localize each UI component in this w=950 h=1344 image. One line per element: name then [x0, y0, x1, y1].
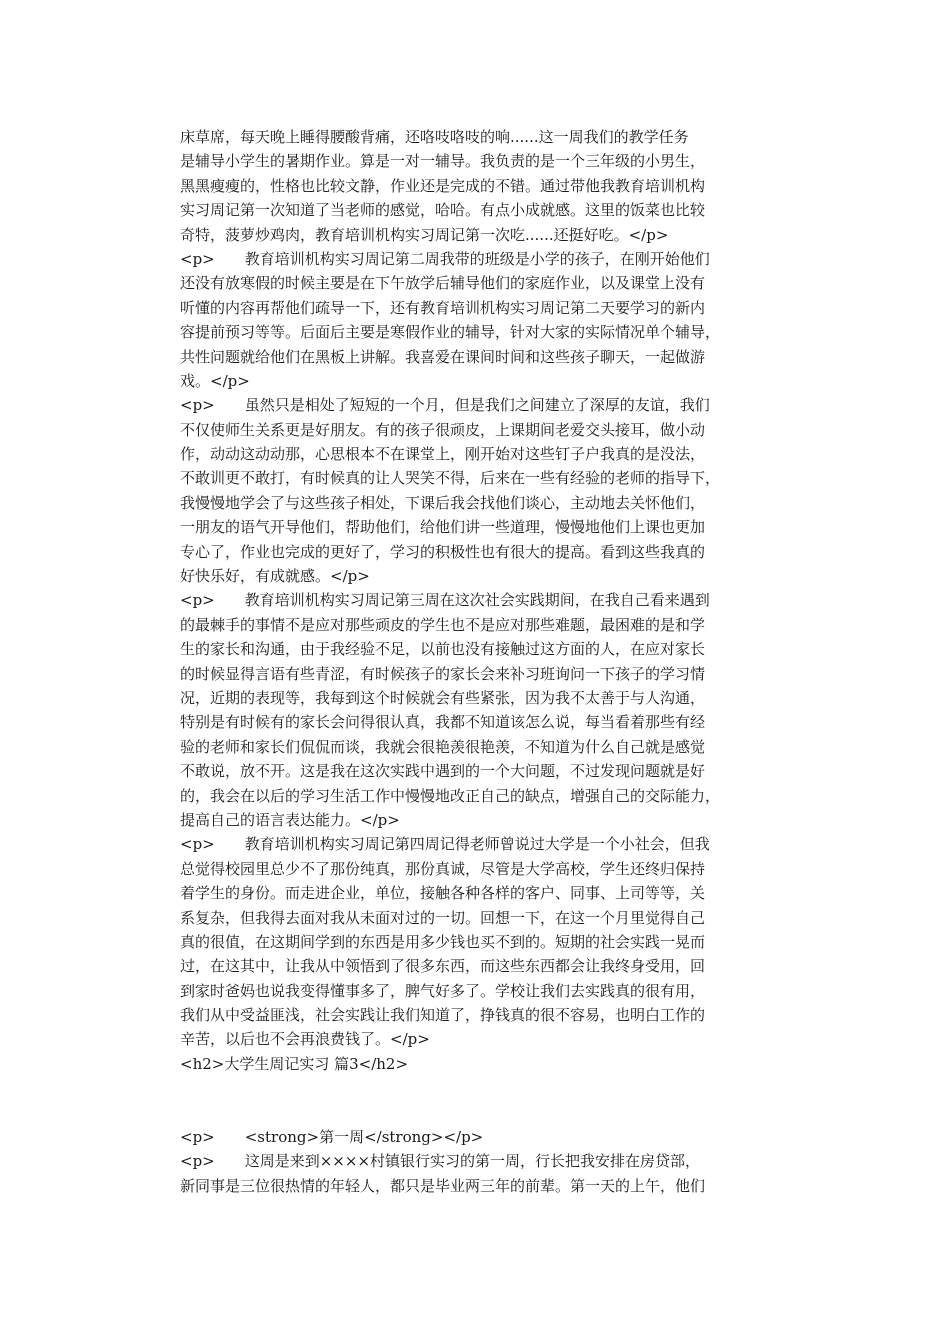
- text-line: <h2>大学生周记实习 篇3</h2>: [180, 1054, 409, 1073]
- text-line: 一朋友的语气开导他们，帮助他们，给他们讲一些道理，慢慢地他们上课也更加: [180, 518, 706, 537]
- text-line: 共性问题就给他们在黑板上讲解。我喜爱在课间时间和这些孩子聊天，一起做游: [180, 347, 706, 366]
- text-line: 床草席，每天晚上睡得腰酸背痛，还咯吱咯吱的响......这一周我们的教学任务: [180, 128, 689, 146]
- text-line: 戏。</p>: [180, 371, 250, 390]
- text-line: <p> 教育培训机构实习周记第四周记得老师曾说过大学是一个小社会，但我: [180, 835, 710, 854]
- text-line: 的时候显得言语有些青涩，有时候孩子的家长会来补习班询问一下孩子的学习情: [180, 664, 706, 683]
- text-line: 黑黑瘦瘦的，性格也比较文静，作业还是完成的不错。通过带他我教育培训机构: [180, 176, 706, 195]
- text-line: 还没有放寒假的时候主要是在下午放学后辅导他们的家庭作业，以及课堂上没有: [180, 274, 706, 293]
- text-line: 提高自己的语言表达能力。</p>: [180, 810, 400, 829]
- text-line: <p> <strong>第一周</strong></p>: [180, 1128, 484, 1147]
- text-line: 的最棘手的事情不是应对那些顽皮的学生也不是应对那些难题，最困难的是和学: [180, 615, 706, 634]
- text-line: 真的很值，在这期间学到的东西是用多少钱也买不到的。短期的社会实践一晃而: [180, 932, 706, 951]
- text-line: <p> 虽然只是相处了短短的一个月，但是我们之间建立了深厚的友谊，我们: [180, 396, 710, 415]
- text-line: 验的老师和家长们侃侃而谈，我就会很艳羡很艳羡，不知道为什么自己就是感觉: [180, 737, 706, 756]
- text-line: 不仅使师生关系更是好朋友。有的孩子很顽皮，上课期间老爱交头接耳，做小动: [180, 420, 706, 439]
- text-line: 着学生的身份。而走进企业，单位，接触各种各样的客户、同事、上司等等，关: [180, 884, 706, 903]
- text-line: 容提前预习等等。后面后主要是寒假作业的辅导，针对大家的实际情况单个辅导，: [180, 323, 721, 342]
- text-line: 总觉得校园里总少不了那份纯真，那份真诚，尽管是大学高校，学生还终归保持: [180, 859, 706, 878]
- text-line: 我慢慢地学会了与这些孩子相处，下课后我会找他们谈心，主动地去关怀他们，: [180, 493, 706, 512]
- text-line: 新同事是三位很热情的年轻人，都只是毕业两三年的前辈。第一天的上午，他们: [180, 1176, 706, 1195]
- text-line: 不敢说，放不开。这是我在这次实践中遇到的一个大问题，不过发现问题就是好: [180, 762, 706, 781]
- text-line: 的，我会在以后的学习生活工作中慢慢地改正自己的缺点，增强自己的交际能力，: [180, 786, 721, 805]
- text-line: <p> 这周是来到××××村镇银行实习的第一周，行长把我安排在房贷部，: [180, 1152, 701, 1171]
- text-line: <p> 教育培训机构实习周记第二周我带的班级是小学的孩子，在刚开始他们: [180, 249, 710, 268]
- text-line: 实习周记第一次知道了当老师的感觉，哈哈。有点小成就感。这里的饭菜也比较: [180, 201, 706, 220]
- text-line: 听懂的内容再帮他们疏导一下，还有教育培训机构实习周记第二天要学习的新内: [180, 298, 706, 317]
- text-line: 生的家长和沟通，由于我经验不足，以前也没有接触过这方面的人，在应对家长: [180, 640, 706, 659]
- text-line: 作，动动这动动那，心思根本不在课堂上，刚开始对这些钉子户我真的是没法，: [180, 445, 706, 464]
- text-line: 不敢训更不敢打，有时候真的让人哭笑不得，后来在一些有经验的老师的指导下，: [180, 469, 721, 488]
- blank-line: [180, 1101, 780, 1125]
- text-line: 特别是有时候有的家长会问得很认真，我都不知道该怎么说，每当看着那些有经: [180, 713, 706, 732]
- text-line: 专心了，作业也完成的更好了，学习的积极性也有很大的提高。看到这些我真的: [180, 542, 706, 561]
- text-line: 好快乐好，有成就感。</p>: [180, 567, 370, 586]
- text-line: <p> 教育培训机构实习周记第三周在这次社会实践期间，在我自己看来遇到: [180, 591, 710, 610]
- text-line: 况，近期的表现等，我每到这个时候就会有些紧张，因为我不太善于与人沟通，: [180, 688, 706, 707]
- text-line: 我们从中受益匪浅，社会实践让我们知道了，挣钱真的很不容易，也明白工作的: [180, 1006, 706, 1025]
- text-line: 过，在这其中，让我从中领悟到了很多东西，而这些东西都会让我终身受用，回: [180, 957, 706, 976]
- text-line: 是辅导小学生的暑期作业。算是一对一辅导。我负责的是一个三年级的小男生，: [180, 152, 706, 171]
- text-line: 到家时爸妈也说我变得懂事多了，脾气好多了。学校让我们去实践真的很有用，: [180, 981, 706, 1000]
- document-body: [180, 125, 780, 1198]
- text-line: 辛苦，以后也不会再浪费钱了。</p>: [180, 1030, 430, 1049]
- text-line: 奇特，菠萝炒鸡肉，教育培训机构实习周记第一次吃......还挺好吃。</p>: [180, 225, 669, 244]
- blank-line: [180, 1076, 780, 1100]
- text-line: 系复杂，但我得去面对我从未面对过的一切。回想一下，在这一个月里觉得自己: [180, 908, 706, 927]
